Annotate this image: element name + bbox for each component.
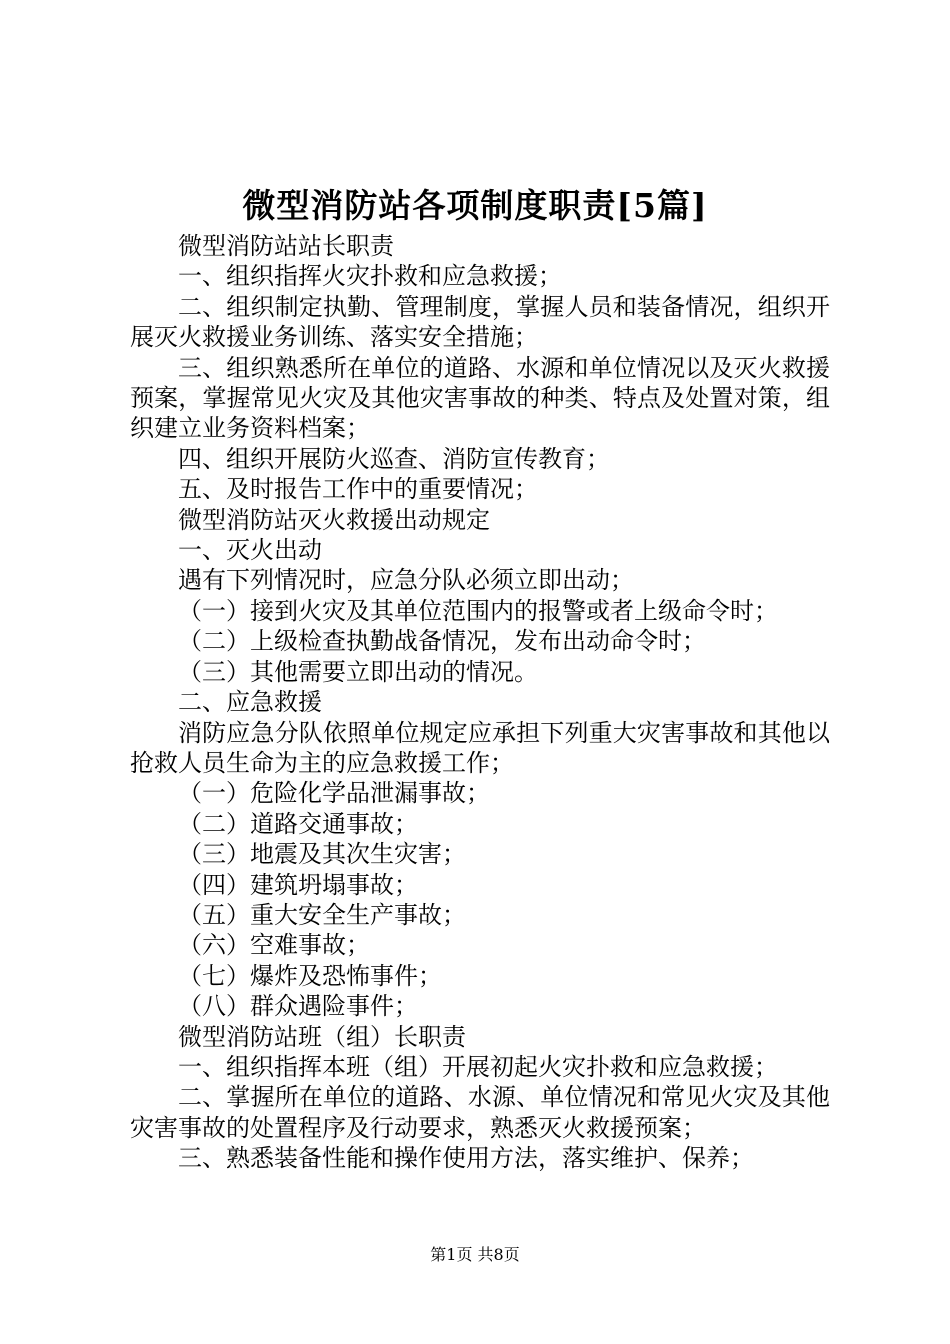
paragraph: （二）上级检查执勤战备情况，发布出动命令时； <box>178 627 706 656</box>
paragraph: 三、组织熟悉所在单位的道路、水源和单位情况以及灭火救援预案，掌握常见火灾及其他灾害事故的种类、特点及处置对策，组织建立业务资料档案； <box>130 353 830 443</box>
paragraph: 四、组织开展防火巡查、消防宣传教育； <box>178 444 610 473</box>
document-body <box>130 231 830 1174</box>
paragraph: （四）建筑坍塌事故； <box>178 870 418 899</box>
paragraph: 三、熟悉装备性能和操作使用方法，落实维护、保养； <box>178 1144 754 1173</box>
document-title: 微型消防站各项制度职责[5篇] <box>242 186 708 225</box>
paragraph: 一、组织指挥本班（组）开展初起火灾扑救和应急救援； <box>178 1052 778 1081</box>
paragraph: 五、及时报告工作中的重要情况； <box>178 475 538 504</box>
paragraph: 微型消防站灭火救援出动规定 <box>178 505 490 534</box>
paragraph: （八）群众遇险事件； <box>178 992 418 1021</box>
paragraph: 消防应急分队依照单位规定应承担下列重大灾害事故和其他以抢救人员生命为主的应急救援工作； <box>130 718 830 777</box>
paragraph: （三）地震及其次生灾害； <box>178 840 466 869</box>
paragraph: 遇有下列情况时，应急分队必须立即出动； <box>178 566 634 595</box>
paragraph: （一）接到火灾及其单位范围内的报警或者上级命令时； <box>178 596 778 625</box>
paragraph: 二、组织制定执勤、管理制度，掌握人员和装备情况，组织开展灭火救援业务训练、落实安全措施； <box>130 292 830 352</box>
page-footer <box>0 1244 950 1266</box>
paragraph: （五）重大安全生产事故； <box>178 900 466 929</box>
paragraph: 一、组织指挥火灾扑救和应急救援； <box>178 262 562 291</box>
paragraph: （六）空难事故； <box>178 931 370 960</box>
paragraph: （一）危险化学品泄漏事故； <box>178 779 490 808</box>
paragraph: （七）爆炸及恐怖事件； <box>178 961 442 990</box>
paragraph: 一、灭火出动 <box>178 536 322 565</box>
paragraph: 微型消防站班（组）长职责 <box>178 1022 466 1051</box>
paragraph: 二、掌握所在单位的道路、水源、单位情况和常见火灾及其他灾害事故的处置程序及行动要求，熟悉灭火救援预案； <box>130 1083 830 1142</box>
paragraph: 微型消防站站长职责 <box>178 232 394 260</box>
paragraph: 二、应急救援 <box>178 688 322 717</box>
page-number: 第1页 共8页 <box>430 1245 520 1264</box>
paragraph: （三）其他需要立即出动的情况。 <box>178 657 538 686</box>
paragraph: （二）道路交通事故； <box>178 809 418 838</box>
